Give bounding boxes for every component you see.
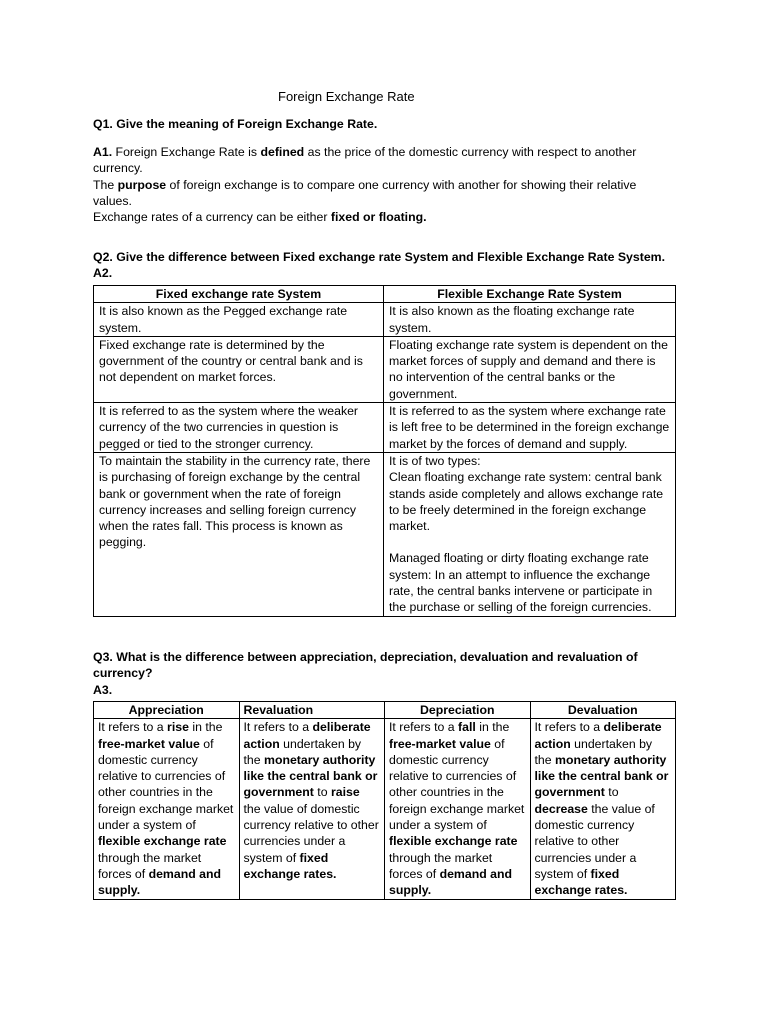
- table-cell: Floating exchange rate system is dependent on the market forces of supply and demand and there is no intervention of the central banks or the government.: [384, 336, 676, 402]
- q2-question: Q2. Give the difference between Fixed exchange rate System and Flexible Exchange Rate System.: [93, 250, 666, 264]
- header-revaluation: Revaluation: [239, 702, 385, 719]
- q1-section: [93, 116, 678, 132]
- a1-paragraph-3: Exchange rates of a currency can be either fixed or floating.: [93, 210, 427, 225]
- cell-appreciation: It refers to a rise in the free-market value of domestic currency relative to currencies of other countries in the foreign exchange market under a system of flexible exchange rate through the market forces of demand and supply.: [94, 719, 240, 899]
- table-cell-types: It is of two types: Clean floating exchange rate system: central bank stands aside completely and allows exchange rate to be freely determined in the foreign exchange market. Managed floating or dirty floating exchange rate system: In an attempt to influence the exchange rate, the central banks intervene or participate in the purchase or selling of the foreign currencies.: [384, 452, 676, 616]
- comparison-table-fixed-flexible: [93, 285, 678, 617]
- clean-floating-text: Clean floating exchange rate system: central bank stands aside completely and allows exchange rate to be freely determined in the foreign exchange market.: [389, 470, 664, 534]
- table-cell: Fixed exchange rate is determined by the government of the country or central bank and is not dependent on market forces.: [94, 336, 384, 402]
- q3-question: Q3. What is the difference between appreciation, depreciation, devaluation and revaluation of currency?: [93, 650, 638, 681]
- table-row: [94, 403, 676, 453]
- table-header-row: [94, 702, 676, 719]
- header-flexible: Flexible Exchange Rate System: [384, 286, 676, 303]
- a2-label: A2.: [93, 266, 113, 281]
- q1-question: Q1. Give the meaning of Foreign Exchange Rate.: [93, 117, 378, 131]
- cell-devaluation: It refers to a deliberate action undertaken by the monetary authority like the central bank or government to decrease the value of domestic currency relative to other currencies under a system of fixed exchange rates.: [530, 719, 676, 899]
- table-header-row: [94, 286, 676, 303]
- table-cell: It is referred to as the system where the weaker currency of the two currencies in question is pegged or tied to the stronger currency.: [94, 403, 384, 453]
- a1-paragraph-1: A1. Foreign Exchange Rate is defined as the price of the domestic currency with respect to another currency.: [93, 145, 637, 176]
- header-fixed: Fixed exchange rate System: [94, 286, 384, 303]
- header-appreciation: Appreciation: [94, 702, 240, 719]
- table-row: [94, 719, 676, 899]
- comparison-table-currency-changes: [93, 701, 678, 900]
- table-cell: It is referred to as the system where exchange rate is left free to be determined in the foreign exchange market by the forces of demand and supply.: [384, 403, 676, 453]
- table-fixed-vs-flexible: [93, 285, 676, 617]
- table-row: [94, 303, 676, 337]
- page-title: Foreign Exchange Rate: [278, 89, 415, 104]
- table-appreciation-revaluation-depreciation-devaluation: [93, 701, 676, 900]
- table-cell: It is also known as the floating exchange rate system.: [384, 303, 676, 337]
- header-devaluation: Devaluation: [530, 702, 676, 719]
- a3-label: A3.: [93, 682, 113, 697]
- header-depreciation: Depreciation: [385, 702, 531, 719]
- q2-section: [93, 249, 678, 282]
- a1-paragraph-2: The purpose of foreign exchange is to compare one currency with another for showing their relative values.: [93, 177, 637, 208]
- table-cell: To maintain the stability in the currency rate, there is purchasing of foreign exchange by the central bank or government when the rate of foreign currency increases and selling foreign currency when the rates fall. This process is known as pegging.: [94, 452, 384, 616]
- managed-floating-text: Managed floating or dirty floating exchange rate system: In an attempt to influence the exchange rate, the central banks intervene or participate in the purchase or selling of the foreign currencies.: [389, 551, 653, 615]
- cell-depreciation: It refers to a fall in the free-market value of domestic currency relative to currencies of other countries in the foreign exchange market under a system of flexible exchange rate through the market forces of demand and supply.: [385, 719, 531, 899]
- cell-revaluation: It refers to a deliberate action undertaken by the monetary authority like the central bank or government to raise the value of domestic currency relative to other currencies under a system of fixed exchange rates.: [239, 719, 385, 899]
- q3-section: [93, 649, 678, 698]
- table-row: [94, 452, 676, 616]
- table-cell: It is also known as the Pegged exchange rate system.: [94, 303, 384, 337]
- table-row: [94, 336, 676, 402]
- a1-section: [93, 144, 678, 225]
